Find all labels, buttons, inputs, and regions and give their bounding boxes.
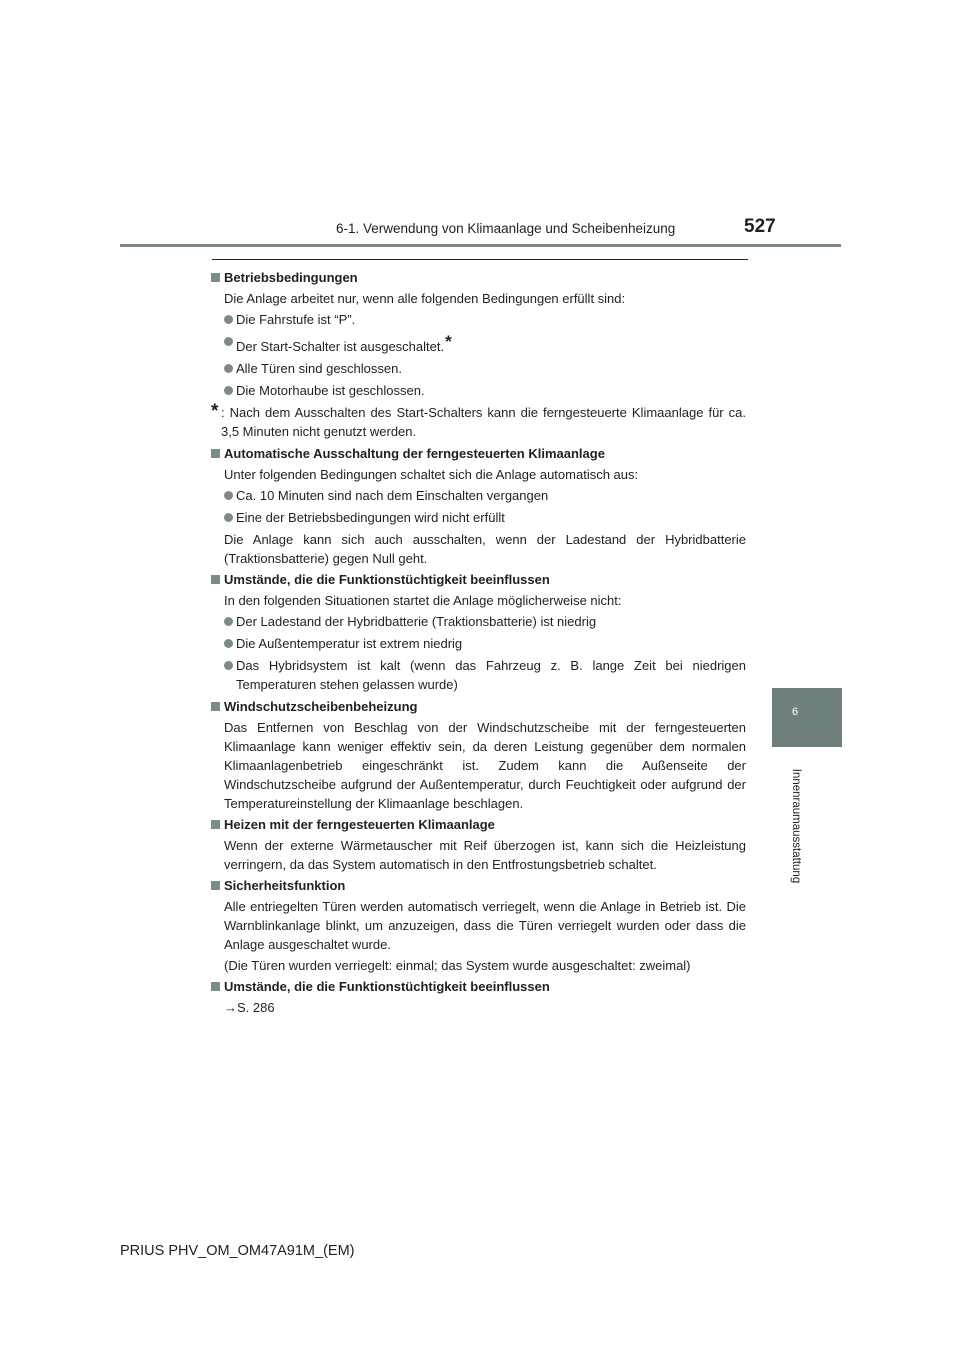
section-heading: Betriebsbedingungen: [211, 268, 746, 287]
section-intro: Unter folgenden Bedingungen schaltet sich die Anlage automatisch aus:: [224, 467, 639, 482]
list-item: Der Start-Schalter ist ausgeschaltet.*: [224, 332, 746, 356]
circle-bullet-icon: [224, 617, 233, 626]
section-heading: Windschutzscheibenbeheizung: [211, 697, 746, 716]
chapter-title: 6-1. Verwendung von Klimaanlage und Scheibenheizung: [336, 221, 676, 236]
document-code: PRIUS PHV_OM_OM47A91M_(EM): [120, 1243, 355, 1259]
section-heizen: [211, 815, 746, 874]
square-bullet-icon: [211, 575, 220, 584]
circle-bullet-icon: [224, 661, 233, 670]
list-item: Die Außentemperatur ist extrem niedrig: [224, 634, 746, 653]
list-item: Die Motorhaube ist geschlossen.: [224, 381, 746, 400]
circle-bullet-icon: [224, 491, 233, 500]
list-item: Ca. 10 Minuten sind nach dem Einschalten vergangen: [224, 486, 746, 505]
footnote-mark: *: [211, 401, 219, 422]
section-betriebsbedingungen: [211, 268, 746, 441]
page-number: 527: [744, 216, 776, 237]
chapter-tab-label: Innenraumausstattung: [790, 768, 802, 884]
section-heading: Umstände, die die Funktionstüchtigkeit beeinflussen: [211, 977, 746, 996]
square-bullet-icon: [211, 449, 220, 458]
square-bullet-icon: [211, 820, 220, 829]
section-intro: Alle entriegelten Türen werden automatisch verriegelt, wenn die Anlage in Betrieb ist. Die Warnblinkanlage blinkt, um anzuzeigen, dass die Türen verriegelt wurden oder dass die Anlage ausgeschaltet wurde.: [224, 899, 746, 952]
section-intro: In den folgenden Situationen startet die Anlage möglicherweise nicht:: [224, 593, 622, 608]
page-content: [211, 268, 746, 1019]
square-bullet-icon: [211, 982, 220, 991]
circle-bullet-icon: [224, 386, 233, 395]
section-umstaende-1: [211, 570, 746, 694]
list-item: Eine der Betriebsbedingungen wird nicht erfüllt: [224, 508, 746, 527]
page-reference-link[interactable]: →S. 286: [224, 1000, 275, 1015]
circle-bullet-icon: [224, 513, 233, 522]
circle-bullet-icon: [224, 639, 233, 648]
section-sicherheitsfunktion: [211, 876, 746, 975]
square-bullet-icon: [211, 881, 220, 890]
section-windschutzscheibenbeheizung: [211, 697, 746, 813]
list-item: Der Ladestand der Hybridbatterie (Traktionsbatterie) ist niedrig: [224, 612, 746, 631]
circle-bullet-icon: [224, 364, 233, 373]
section-heading: Automatische Ausschaltung der ferngesteuerten Klimaanlage: [211, 444, 746, 463]
content-top-rule: [212, 259, 748, 260]
square-bullet-icon: [211, 702, 220, 711]
circle-bullet-icon: [224, 315, 233, 324]
section-heading: Sicherheitsfunktion: [211, 876, 746, 895]
section-intro: Wenn der externe Wärmetauscher mit Reif überzogen ist, kann sich die Heizleistung verringern, da das System automatisch in den Entfrostungsbetrieb schaltet.: [224, 838, 746, 872]
list-item: Die Fahrstufe ist “P”.: [224, 310, 746, 329]
section-umstaende-2: [211, 977, 746, 1017]
section-heading: Heizen mit der ferngesteuerten Klimaanlage: [211, 815, 746, 834]
section-intro: Das Entfernen von Beschlag von der Windschutzscheibe mit der ferngesteuerten Klimaanlage kann weniger effektiv sein, da deren Leistung gegenüber dem normalen Klimaanlagenbetrieb eingeschränkt ist. Zudem kann die Außenseite der Windschutzscheibe aufgrund der Außentemperatur, durch Feuchtigkeit oder aufgrund der Temperatureinstellung der Klimaanlage beschlagen.: [224, 720, 746, 811]
footnote: * : Nach dem Ausschalten des Start-Schalters kann die ferngesteuerte Klimaanlage für ca. 3,5 Minuten nicht genutzt werden.: [211, 401, 746, 439]
section-outro: Die Anlage kann sich auch ausschalten, wenn der Ladestand der Hybridbatterie (Traktionsbatterie) gegen Null geht.: [224, 532, 746, 566]
list-item: Alle Türen sind geschlossen.: [224, 359, 746, 378]
chapter-tab-number: 6: [791, 706, 799, 718]
list-item: Das Hybridsystem ist kalt (wenn das Fahrzeug z. B. lange Zeit bei niedrigen Temperaturen stehen gelassen wurde): [224, 656, 746, 694]
section-outro: (Die Türen wurden verriegelt: einmal; das System wurde ausgeschaltet: zweimal): [224, 958, 691, 973]
section-automatische-ausschaltung: [211, 444, 746, 568]
section-heading: Umstände, die die Funktionstüchtigkeit beeinflussen: [211, 570, 746, 589]
square-bullet-icon: [211, 273, 220, 282]
header-rule: [120, 244, 841, 247]
section-intro: Die Anlage arbeitet nur, wenn alle folgenden Bedingungen erfüllt sind:: [224, 291, 626, 306]
footnote-marker: *: [445, 332, 452, 351]
circle-bullet-icon: [224, 337, 233, 346]
